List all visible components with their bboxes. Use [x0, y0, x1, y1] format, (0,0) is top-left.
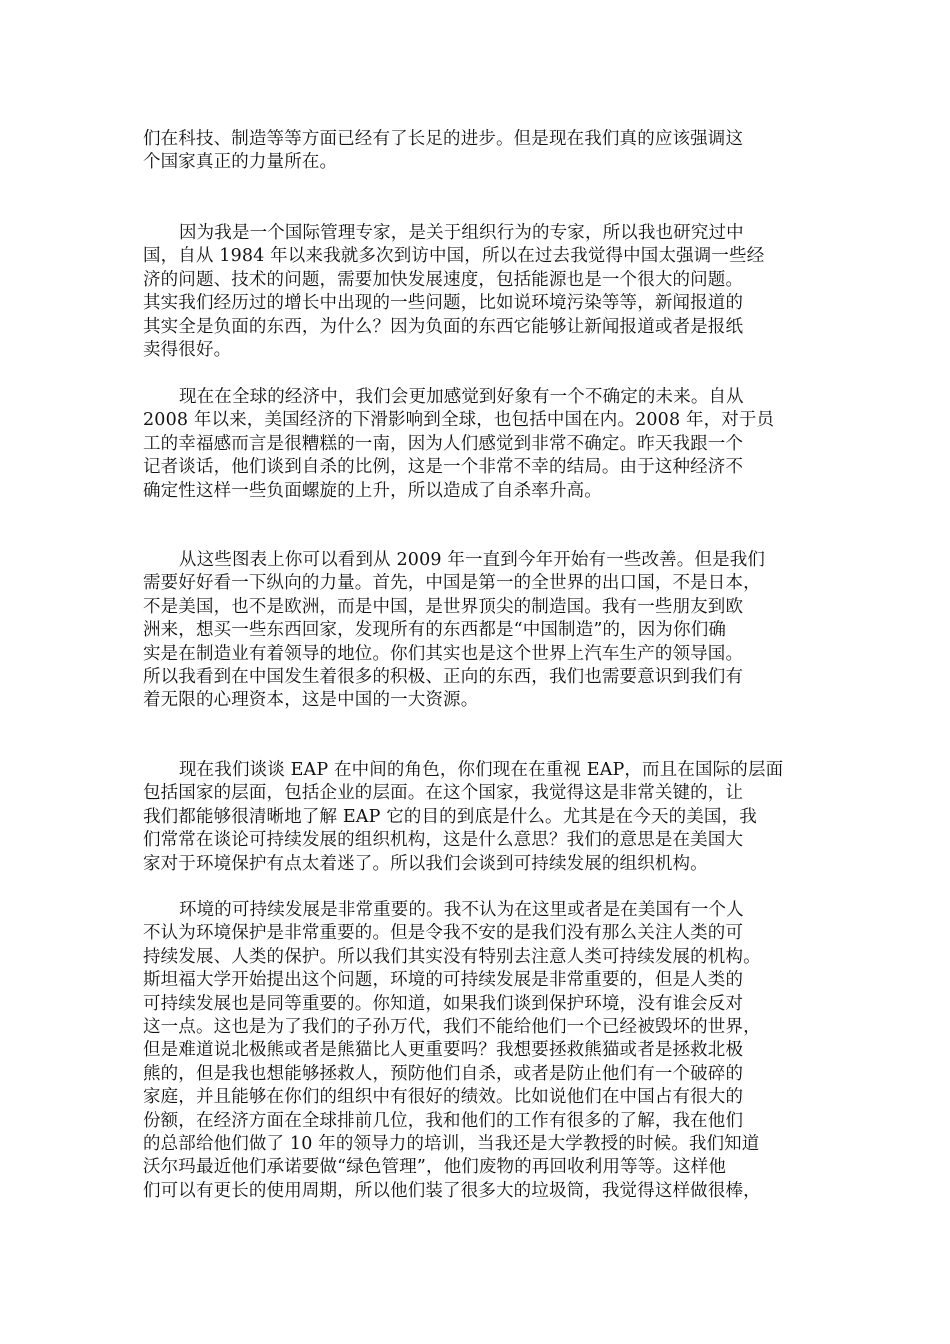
paragraph-line: 记者谈话，他们谈到自杀的比例，这是一个非常不幸的结局。由于这种经济不: [143, 457, 744, 478]
paragraph-line: 2008 年以来，美国经济的下滑影响到全球，也包括中国在内。2008 年，对于员: [143, 410, 775, 431]
paragraph-line: 卖得很好。: [143, 339, 232, 360]
paragraph-line: 沃尔玛最近他们承诺要做“绿色管理”，他们废物的再回收利用等等。这样他: [143, 1157, 726, 1178]
paragraph-line: 国，自从 1984 年以来我就多次到访中国，所以在过去我觉得中国太强调一些经: [143, 246, 765, 267]
paragraph-1: [143, 128, 810, 175]
paragraph-line: 包括国家的层面，包括企业的层面。在这个国家，我觉得这是非常关键的，让: [143, 783, 744, 804]
paragraph-line: 家庭，并且能够在你们的组织中有很好的绩效。比如说他们在中国占有很大的: [143, 1087, 744, 1108]
paragraph-line: 们在科技、制造等等方面已经有了长足的进步。但是现在我们真的应该强调这: [143, 129, 744, 149]
paragraph-line: 我们都能够很清晰地了解 EAP 它的目的到底是什么。尤其是在今天的美国，我: [143, 806, 757, 827]
paragraph-line: 熊的，但是我也想能够拯救人，预防他们自杀，或者是防止他们有一个破碎的: [143, 1063, 744, 1084]
paragraph-line: 们可以有更长的使用周期，所以他们装了很多大的垃圾筒，我觉得这样做很棒，: [143, 1180, 761, 1201]
paragraph-line: 斯坦福大学开始提出这个问题，环境的可持续发展是非常重要的，但是人类的: [143, 970, 744, 991]
paragraph-line: 家对于环境保护有点太着迷了。所以我们会谈到可持续发展的组织机构。: [143, 853, 708, 874]
paragraph-line: 可持续发展也是同等重要的。你知道，如果我们谈到保护环境，没有谁会反对: [143, 993, 744, 1014]
paragraph-5: [143, 759, 810, 876]
paragraph-2: [143, 222, 810, 362]
paragraph-line: 不认为环境保护是非常重要的。但是令我不安的是我们没有那么关注人类的可: [143, 923, 744, 944]
paragraph-line: 份额，在经济方面在全球排前几位，我和他们的工作有很多的了解，我在他们: [143, 1110, 744, 1131]
paragraph-line: 不是美国，也不是欧洲，而是中国，是世界顶尖的制造国。我有一些朋友到欧: [143, 596, 744, 617]
paragraph-line: 需要好好看一下纵向的力量。首先，中国是第一的全世界的出口国，不是日本，: [143, 573, 761, 594]
paragraph-line: 从这些图表上你可以看到从 2009 年一直到今年开始有一些改善。但是我们: [179, 550, 766, 570]
paragraph-line: 个国家真正的力量所在。: [143, 152, 338, 173]
paragraph-line: 这一点。这也是为了我们的子孙万代，我们不能给他们一个已经被毁坏的世界，: [143, 1016, 761, 1037]
paragraph-line: 因为我是一个国际管理专家，是关于组织行为的专家，所以我也研究过中: [179, 223, 744, 243]
paragraph-line: 洲来，想买一些东西回家，发现所有的东西都是“中国制造”的，因为你们确: [143, 620, 726, 641]
paragraph-line: 着无限的心理资本，这是中国的一大资源。: [143, 690, 479, 711]
paragraph-line: 持续发展、人类的保护。所以我们其实没有特别去注意人类可持续发展的机构。: [143, 946, 761, 967]
paragraph-line: 所以我看到在中国发生着很多的积极、正向的东西，我们也需要意识到我们有: [143, 666, 744, 687]
paragraph-line: 们常常在谈论可持续发展的组织机构，这是什么意思？我们的意思是在美国大: [143, 830, 744, 851]
paragraph-line: 的总部给他们做了 10 年的领导力的培训，当我还是大学教授的时候。我们知道: [143, 1133, 760, 1154]
paragraph-4: [143, 549, 810, 713]
paragraph-line: 济的问题、技术的问题，需要加快发展速度，包括能源也是一个很大的问题。: [143, 269, 744, 290]
paragraph-line: 工的幸福感而言是很糟糕的一南，因为人们感觉到非常不确定。昨天我跟一个: [143, 433, 744, 454]
paragraph-line: 实是在制造业有着领导的地位。你们其实也是这个世界上汽车生产的领导国。: [143, 643, 744, 664]
paragraph-line: 确定性这样一些负面螺旋的上升，所以造成了自杀率升高。: [143, 480, 602, 501]
paragraph-line: 现在我们谈谈 EAP 在中间的角色，你们现在在重视 EAP，而且在国际的层面: [179, 760, 784, 780]
paragraph-line: 但是难道说北极熊或者是熊猫比人更重要吗？我想要拯救熊猫或者是拯救北极: [143, 1040, 744, 1061]
paragraph-line: 现在在全球的经济中，我们会更加感觉到好象有一个不确定的未来。自从: [179, 387, 744, 407]
paragraph-line: 其实我们经历过的增长中出现的一些问题，比如说环境污染等等，新闻报道的: [143, 293, 744, 314]
paragraph-3: [143, 386, 810, 503]
paragraph-6: [143, 899, 810, 1203]
paragraph-line: 其实全是负面的东西，为什么？因为负面的东西它能够让新闻报道或者是报纸: [143, 316, 744, 337]
paragraph-line: 环境的可持续发展是非常重要的。我不认为在这里或者是在美国有一个人: [179, 900, 744, 920]
